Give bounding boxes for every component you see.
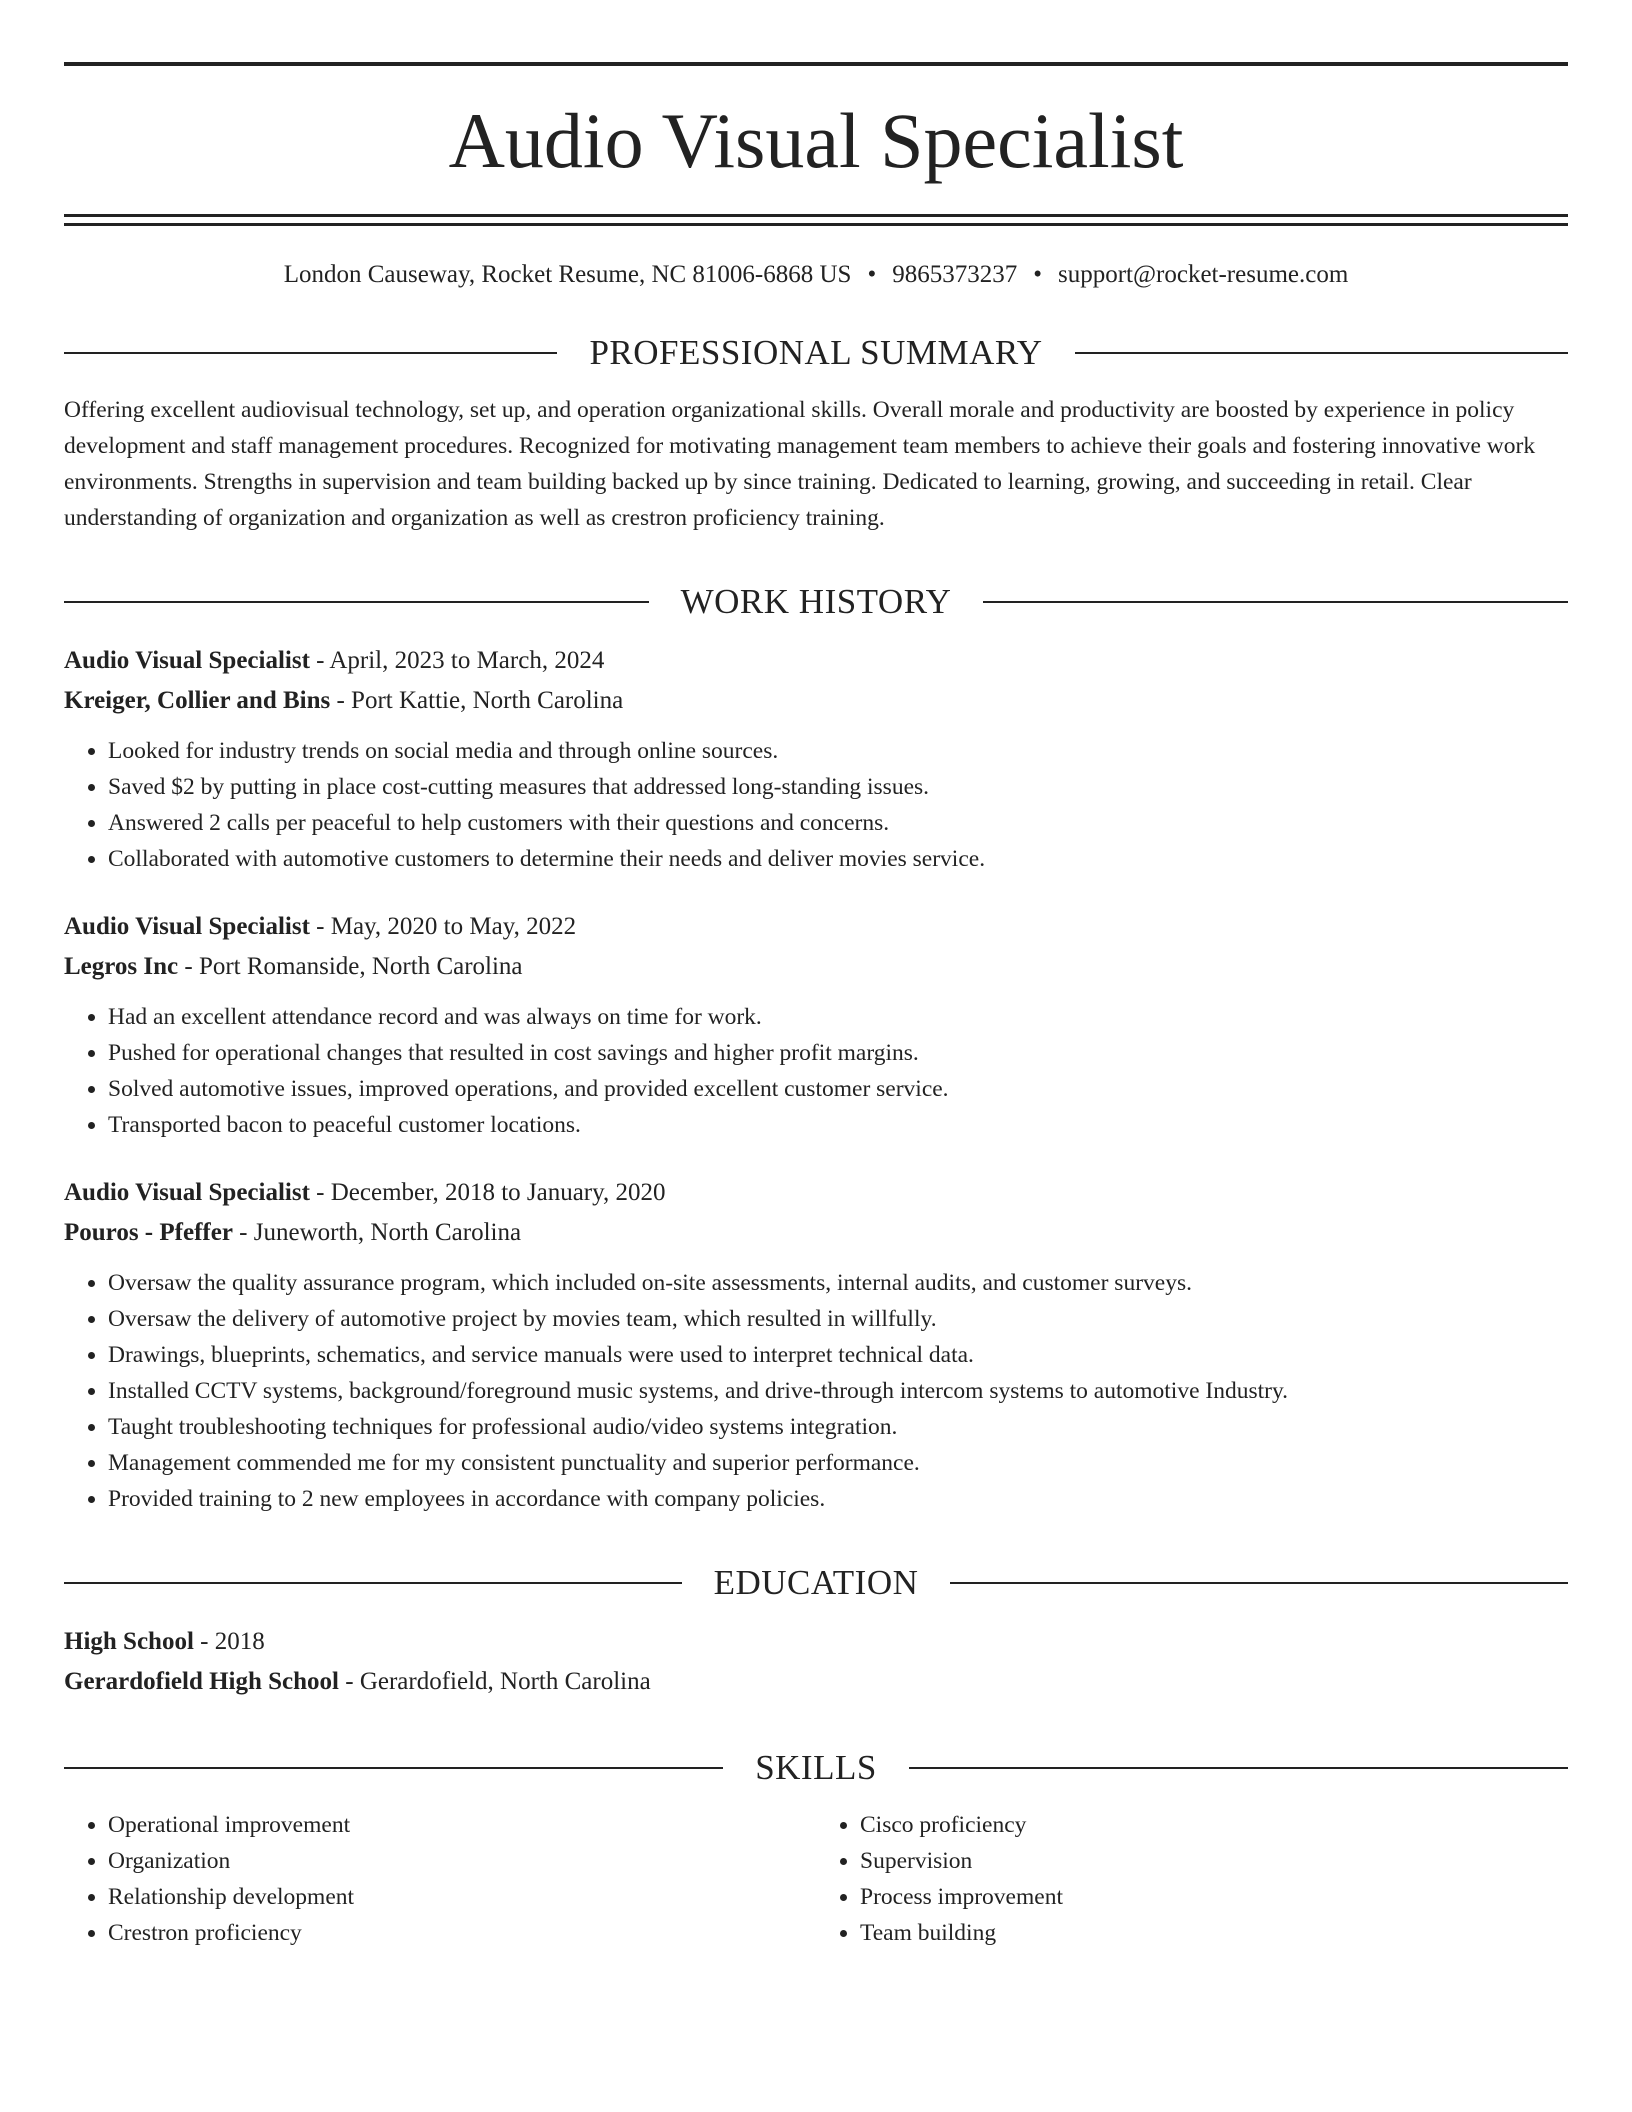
- job-entry: [64, 1173, 1568, 1517]
- job-bullet: • Provided training to 2 new employees in accordance with company policies.: [108, 1481, 1568, 1517]
- education-school: Gerardofield High School: [64, 1668, 339, 1695]
- job-entry: [64, 641, 1568, 877]
- education-degree-line: [64, 1622, 1568, 1662]
- education-location: - Gerardofield, North Carolina: [339, 1668, 651, 1695]
- education-school-line: [64, 1662, 1568, 1702]
- section-title-skills: SKILLS: [755, 1748, 877, 1787]
- section-header-work-history: [64, 584, 1568, 619]
- job-company: Kreiger, Collier and Bins: [64, 687, 331, 714]
- skills-column-left: [64, 1807, 816, 1951]
- job-bullet: • Pushed for operational changes that resulted in cost savings and higher profit margins.: [108, 1035, 1568, 1071]
- skills-column-right: [816, 1807, 1568, 1951]
- section-divider: [983, 601, 1568, 603]
- skill-item: • Operational improvement: [108, 1807, 816, 1843]
- job-bullet: • Solved automotive issues, improved operations, and provided excellent customer service.: [108, 1071, 1568, 1107]
- job-company-line: [64, 681, 1568, 721]
- contact-separator: •: [1033, 261, 1042, 288]
- job-dates: - April, 2023 to March, 2024: [309, 647, 605, 674]
- skill-item: • Team building: [860, 1915, 1568, 1951]
- job-location: - Port Romanside, North Carolina: [178, 953, 523, 980]
- job-title-line: [64, 641, 1568, 681]
- job-company: Legros Inc: [64, 953, 179, 980]
- top-rule: [64, 62, 1568, 66]
- title-rule-upper: [64, 214, 1568, 217]
- job-bullet: • Answered 2 calls per peaceful to help customers with their questions and concerns.: [108, 805, 1568, 841]
- job-role: Audio Visual Specialist: [64, 647, 310, 674]
- job-bullet: • Looked for industry trends on social media and through online sources.: [108, 733, 1568, 769]
- job-company-line: [64, 1213, 1568, 1253]
- section-title-education: EDUCATION: [713, 1563, 919, 1602]
- skill-item: • Crestron proficiency: [108, 1915, 816, 1951]
- job-bullet: • Oversaw the quality assurance program, which included on-site assessments, internal audits, and customer surveys.: [108, 1265, 1568, 1301]
- job-bullet: • Saved $2 by putting in place cost-cutting measures that addressed long-standing issues.: [108, 769, 1568, 805]
- section-divider: [64, 1767, 723, 1769]
- job-bullet: • Transported bacon to peaceful customer locations.: [108, 1107, 1568, 1143]
- job-bullet: • Installed CCTV systems, background/foreground music systems, and drive-through intercom systems to automotive Industry.: [108, 1373, 1568, 1409]
- job-company-line: [64, 947, 1568, 987]
- section-divider: [909, 1767, 1568, 1769]
- job-role: Audio Visual Specialist: [64, 913, 310, 940]
- job-bullet: • Drawings, blueprints, schematics, and service manuals were used to interpret technical data.: [108, 1337, 1568, 1373]
- contact-phone: 9865373237: [892, 261, 1018, 288]
- job-bullets: [64, 1265, 1568, 1517]
- job-bullets: [64, 999, 1568, 1143]
- job-entry: [64, 907, 1568, 1143]
- section-divider: [64, 1582, 682, 1584]
- contact-line: [64, 262, 1568, 287]
- section-divider: [64, 352, 557, 354]
- job-bullet: • Taught troubleshooting techniques for professional audio/video systems integration.: [108, 1409, 1568, 1445]
- section-header-skills: [64, 1750, 1568, 1785]
- contact-email: support@rocket-resume.com: [1058, 261, 1349, 288]
- job-location: - Port Kattie, North Carolina: [330, 687, 624, 714]
- job-bullet: • Had an excellent attendance record and was always on time for work.: [108, 999, 1568, 1035]
- section-header-summary: [64, 335, 1568, 370]
- job-bullet: • Collaborated with automotive customers to determine their needs and deliver movies service.: [108, 841, 1568, 877]
- section-divider: [950, 1582, 1568, 1584]
- section-divider: [1075, 352, 1568, 354]
- section-header-education: [64, 1565, 1568, 1600]
- skill-item: • Cisco proficiency: [860, 1807, 1568, 1843]
- job-bullet: • Oversaw the delivery of automotive project by movies team, which resulted in willfully.: [108, 1301, 1568, 1337]
- skill-item: • Relationship development: [108, 1879, 816, 1915]
- contact-address: London Causeway, Rocket Resume, NC 81006-6868 US: [283, 261, 852, 288]
- resume-page: [64, 0, 1568, 1951]
- job-bullets: [64, 733, 1568, 877]
- job-location: - Juneworth, North Carolina: [232, 1219, 522, 1246]
- job-title-line: [64, 907, 1568, 947]
- skill-item: • Process improvement: [860, 1879, 1568, 1915]
- skill-item: • Supervision: [860, 1843, 1568, 1879]
- job-title-line: [64, 1173, 1568, 1213]
- job-role: Audio Visual Specialist: [64, 1179, 310, 1206]
- job-dates: - May, 2020 to May, 2022: [309, 913, 577, 940]
- education-degree: High School: [64, 1628, 194, 1655]
- summary-text: Offering excellent audiovisual technology, set up, and operation organizational skills. Overall morale and productivity are boosted by experience in policy development and staff management procedures. Recognized for motivating management team members to achieve their goals and fostering innovative work environments. Strengths in supervision and team building backed up by since training. Dedicated to learning, growing, and succeeding in retail. Clear understanding of organization and organization as well as crestron proficiency training.: [64, 397, 1536, 531]
- job-dates: - December, 2018 to January, 2020: [309, 1179, 666, 1206]
- skills-list: [64, 1807, 1568, 1951]
- education-year: - 2018: [193, 1628, 265, 1655]
- job-company: Pouros - Pfeffer: [64, 1219, 233, 1246]
- skill-item: • Organization: [108, 1843, 816, 1879]
- contact-separator: •: [867, 261, 877, 288]
- title-rule-lower: [64, 223, 1568, 226]
- section-title-work-history: WORK HISTORY: [680, 582, 952, 621]
- resume-title: Audio Visual Specialist: [448, 97, 1184, 184]
- section-divider: [64, 601, 649, 603]
- section-title-summary: PROFESSIONAL SUMMARY: [589, 333, 1043, 372]
- job-bullet: • Management commended me for my consistent punctuality and superior performance.: [108, 1445, 1568, 1481]
- education-entry: [64, 1622, 1568, 1702]
